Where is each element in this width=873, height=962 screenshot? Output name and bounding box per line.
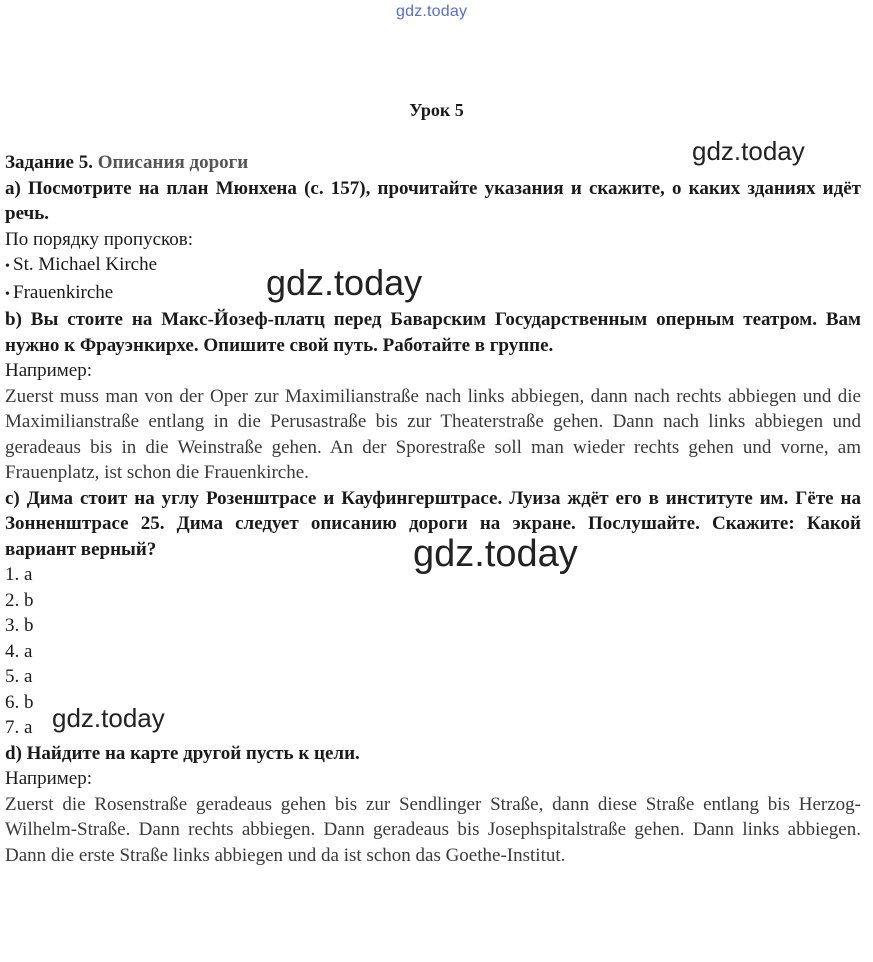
part-a-heading: а) Посмотрите на план Мюнхена (с. 157), прочитайте указания и скажите, о каких зданиях идёт речь. [5,177,861,224]
part-a-item-1: • St. Michael Kirche [5,252,861,280]
answer-item: 3. b [5,615,34,636]
document-content [5,150,861,868]
part-b-example-label: Например: [5,360,92,381]
part-d-heading: d) Найдите на карте другой пусть к цели. [5,742,360,764]
watermark-top: gdz.today [396,3,468,20]
answer-item: 1. a [5,564,33,585]
page-title: Урок 5 [409,100,464,120]
answer-item: 2. b [5,589,34,611]
watermark-3: gdz.today [413,533,578,575]
answer-item: 5. a [5,666,33,687]
answer-item: 7. a [5,717,33,738]
watermark-4: gdz.today [52,703,165,733]
task-name: Описания дороги [97,152,249,173]
watermark-1: gdz.today [692,136,805,166]
part-a-intro: По порядку пропусков: [5,228,194,250]
part-d-text: Zuerst die Rosenstraße geradeaus gehen bis zur Sendlinger Straße, dann diese Straße entlang bis Herzog-Wilhelm-Straße. Dann rechts abbiegen. Dann geradeaus bis Josephspitalstraße gehen. Dann links abbiegen. Dann die erste Straße links abbiegen und da ist schon das Goethe-Institut. [5,793,861,866]
part-b-heading: b) Вы стоите на Макс-Йозеф-платц перед Баварским Государственным оперным театром. Вам нужно к Фрауэнкирхе. Опишите свой путь. Работайте в группе. [5,309,861,356]
part-c-heading: с) Дима стоит на углу Розенштрасе и Кауфингерштрасе. Луиза ждёт его в институте им. Гёте на Зонненштрасе 25. Дима следует описанию дороги на экране. Послушайте. Скажите: Какой вариант верный? [5,487,861,560]
watermark-2: gdz.today [266,262,423,303]
part-d-example-label: Например: [5,768,92,789]
answer-item: 6. b [5,691,34,713]
part-a-item-2: • Frauenkirche [5,280,861,308]
part-b-text: Zuerst muss man von der Oper zur Maximilianstraße nach links abbiegen, dann nach rechts abbiegen und die Maximilianstraße entlang in die Perusastraße bis zur Theaterstraße gehen. Dann nach links abbiegen und geradeaus bis in die Weinstraße gehen. An der Sporestraße soll man wieder rechts gehen und vorne, am Frauenplatz, ist schon die Frauenkirche. [5,385,861,483]
answer-item: 4. a [5,640,33,662]
task-number: Задание 5. [5,152,93,173]
